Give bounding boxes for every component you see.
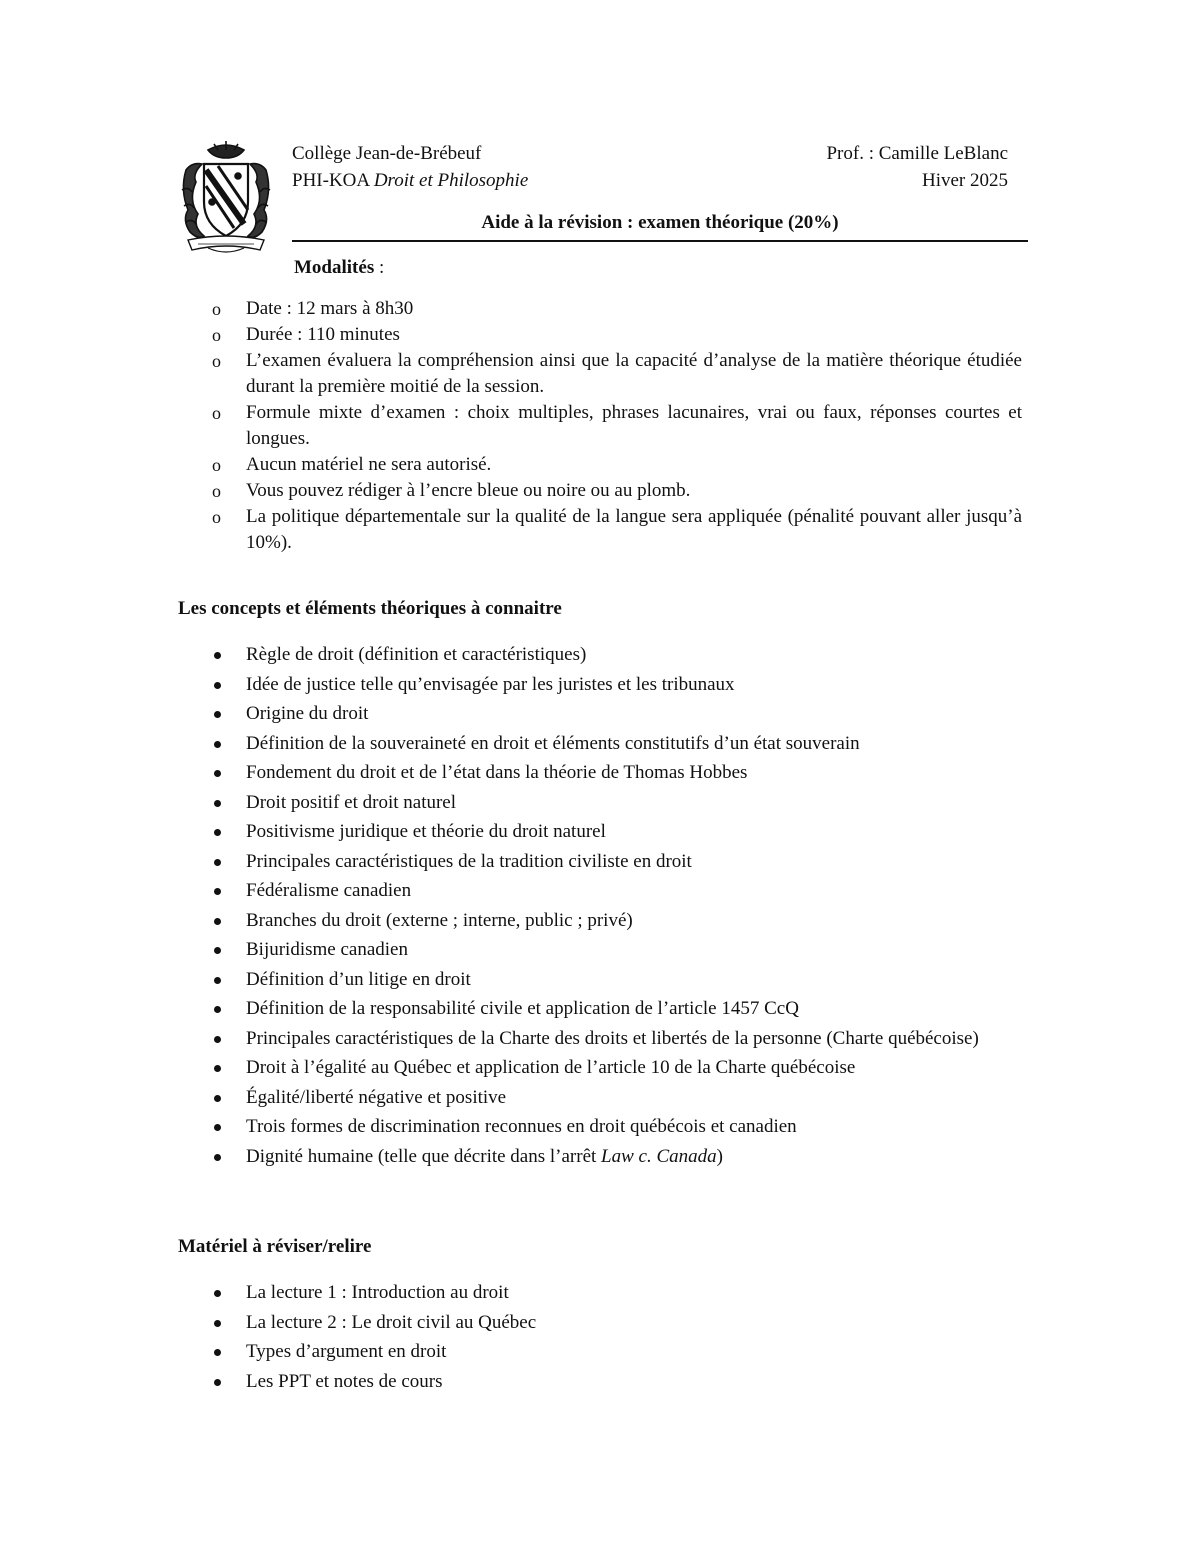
modalites-label-suffix: :	[374, 257, 385, 278]
session-label: Hiver 2025	[921, 170, 1008, 191]
circle-bullet-icon: o	[212, 299, 221, 319]
bullet-icon	[214, 770, 221, 777]
list-item	[212, 760, 1022, 786]
list-item	[212, 937, 1022, 963]
list-item-text: L’examen évaluera la compréhension ainsi que la capacité d’analyse de la matière théorique étudiée durant la première moitié de la session.	[246, 350, 1022, 397]
list-item-text: Types d’argument en droit	[246, 1341, 447, 1362]
bullet-icon	[214, 1154, 221, 1161]
circle-bullet-icon: o	[212, 351, 221, 371]
circle-bullet-icon: o	[212, 481, 221, 501]
list-item-text-suffix: )	[716, 1145, 723, 1167]
list-item	[212, 478, 1022, 504]
bullet-icon	[214, 1124, 221, 1131]
bullet-icon	[214, 1290, 221, 1297]
list-item-text: Origine du droit	[246, 703, 369, 724]
list-item-text: Droit positif et droit naturel	[246, 791, 457, 813]
list-item-text: La politique départementale sur la qualité de la langue sera appliquée (pénalité pouvant aller jusqu’à 10%).	[246, 506, 1022, 553]
bullet-icon	[214, 652, 221, 659]
bullet-icon	[214, 711, 221, 718]
materiel-list	[212, 1280, 1022, 1398]
list-item-text: Règle de droit (définition et caractéristiques)	[246, 644, 587, 665]
list-item	[212, 1280, 1022, 1306]
list-item-text: Principales caractéristiques de la Charte des droits et libertés de la personne (Charte québécoise)	[246, 1027, 979, 1049]
list-item	[212, 849, 1022, 875]
document-header	[292, 140, 1028, 242]
list-item-text: Égalité/liberté négative et positive	[246, 1086, 507, 1108]
list-item-text: Droit à l’égalité au Québec et application de l’article 10 de la Charte québécoise	[246, 1057, 856, 1078]
bullet-icon	[214, 829, 221, 836]
list-item-text: Formule mixte d’examen : choix multiples, phrases lacunaires, vrai ou faux, réponses courtes et longues.	[246, 402, 1022, 449]
list-item	[212, 642, 1022, 668]
list-item	[212, 1369, 1022, 1395]
bullet-icon	[214, 1006, 221, 1013]
list-item-text: Fondement du droit et de l’état dans la théorie de Thomas Hobbes	[246, 762, 748, 783]
list-item-text: Principales caractéristiques de la tradition civiliste en droit	[246, 850, 692, 872]
bullet-icon	[214, 859, 221, 866]
list-item	[212, 400, 1022, 452]
list-item	[212, 731, 1022, 757]
circle-bullet-icon: o	[212, 403, 221, 423]
concepts-heading: Les concepts et éléments théoriques à connaitre	[178, 598, 562, 619]
college-crest-icon	[178, 140, 274, 256]
list-item	[212, 1339, 1022, 1365]
bullet-icon	[214, 1349, 221, 1356]
bullet-icon	[214, 1036, 221, 1043]
list-item-text: Positivisme juridique et théorie du droit naturel	[246, 821, 606, 842]
circle-bullet-icon: o	[212, 455, 221, 475]
bullet-icon	[214, 682, 221, 689]
bullet-icon	[214, 1065, 221, 1072]
list-item	[212, 996, 1022, 1022]
list-item	[212, 908, 1022, 934]
bullet-icon	[214, 800, 221, 807]
list-item	[212, 1310, 1022, 1336]
list-item-text: La lecture 2 : Le droit civil au Québec	[246, 1311, 537, 1333]
bullet-icon	[214, 977, 221, 984]
circle-bullet-icon: o	[212, 325, 221, 345]
bullet-icon	[214, 1379, 221, 1386]
bullet-icon	[214, 1095, 221, 1102]
concepts-list	[212, 642, 1022, 1173]
list-item-text: Vous pouvez rédiger à l’encre bleue ou noire ou au plomb.	[246, 480, 691, 501]
list-item	[212, 790, 1022, 816]
list-item	[212, 348, 1022, 400]
bullet-icon	[214, 918, 221, 925]
list-item-text: Définition de la responsabilité civile et application de l’article 1457 CcQ	[246, 998, 799, 1019]
list-item-text: Fédéralisme canadien	[246, 880, 412, 901]
bullet-icon	[214, 947, 221, 954]
document-title: Aide à la révision : examen théorique (20%)	[292, 210, 1028, 242]
list-item	[212, 452, 1022, 478]
modalites-list	[212, 296, 1022, 556]
course-title: Droit et Philosophie	[373, 170, 529, 191]
materiel-heading: Matériel à réviser/relire	[178, 1236, 372, 1257]
list-item-text: Trois formes de discrimination reconnues en droit québécois et canadien	[246, 1116, 797, 1137]
bullet-icon	[214, 1320, 221, 1327]
college-name: Collège Jean-de-Brébeuf	[292, 143, 482, 164]
list-item	[212, 322, 1022, 348]
list-item-text: Date : 12 mars à 8h30	[246, 298, 414, 319]
list-item-text: Aucun matériel ne sera autorisé.	[246, 454, 492, 475]
list-item	[212, 1055, 1022, 1081]
course-code: PHI-KOA	[292, 170, 370, 191]
case-name: Law c. Canada	[601, 1145, 717, 1167]
list-item	[212, 672, 1022, 698]
list-item	[212, 1085, 1022, 1111]
list-item-text-prefix: Dignité humaine (telle que décrite dans l’arrêt	[246, 1145, 602, 1167]
professor-name: Prof. : Camille LeBlanc	[826, 143, 1008, 164]
list-item-text: Branches du droit (externe ; interne, public ; privé)	[246, 909, 633, 931]
list-item	[212, 1114, 1022, 1140]
list-item-text: Définition de la souveraineté en droit et éléments constitutifs d’un état souverain	[246, 732, 860, 754]
list-item	[212, 819, 1022, 845]
bullet-icon	[214, 741, 221, 748]
circle-bullet-icon: o	[212, 507, 221, 527]
list-item-text: Idée de justice telle qu’envisagée par les juristes et les tribunaux	[246, 673, 735, 695]
list-item-text: Les PPT et notes de cours	[246, 1370, 443, 1392]
list-item-text: Définition d’un litige en droit	[246, 968, 471, 990]
list-item	[212, 1144, 1022, 1170]
bullet-icon	[214, 888, 221, 895]
list-item	[212, 878, 1022, 904]
course-info	[292, 167, 528, 194]
list-item-text	[246, 1146, 723, 1167]
list-item-text: Durée : 110 minutes	[246, 324, 400, 345]
list-item	[212, 296, 1022, 322]
list-item-text: Bijuridisme canadien	[246, 939, 408, 960]
list-item	[212, 967, 1022, 993]
list-item	[212, 701, 1022, 727]
modalites-label-text: Modalités	[294, 257, 375, 278]
list-item-text: La lecture 1 : Introduction au droit	[246, 1282, 509, 1303]
list-item	[212, 1026, 1022, 1052]
modalites-label	[294, 255, 384, 281]
list-item	[212, 504, 1022, 556]
